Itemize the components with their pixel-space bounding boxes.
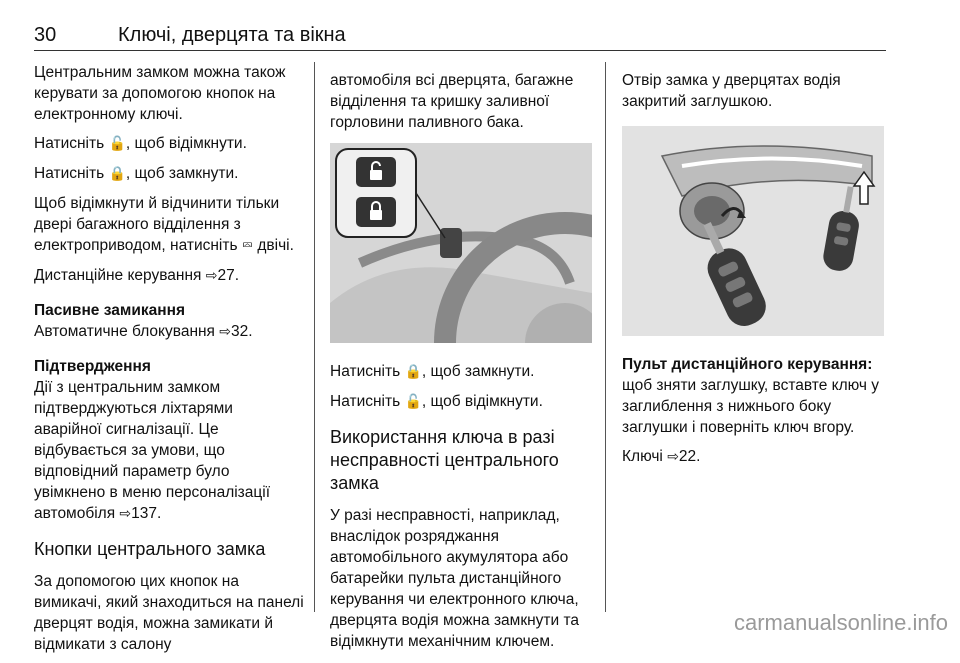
text: .	[157, 505, 162, 522]
door-lock-buttons-figure	[330, 143, 592, 343]
bold-label: Пульт дистанційного керування:	[622, 356, 873, 373]
text: Дії з центральним замком підтверджуються ліхтарями аварійної сигналізації. Це відбувається за умови, що відповідний параметр було увімкнено в меню персоналізації автомобіля	[34, 379, 271, 522]
tailgate-icon: ⮹	[241, 238, 254, 254]
text: , щоб замкнути.	[125, 165, 239, 182]
text: .	[696, 448, 701, 465]
page-reference[interactable]: 32	[231, 323, 249, 340]
subheading: Підтвердження	[34, 358, 151, 375]
text: Дистанційне керування	[34, 267, 206, 284]
page-number: 30	[34, 24, 57, 46]
text: щоб зняти заглушку, вставте ключ у заглиблення з нижнього боку заглушки і поверніть ключ вгору.	[622, 377, 880, 436]
text: , щоб відімкнути.	[421, 393, 543, 410]
paragraph	[34, 377, 304, 525]
lock-icon: 🔒	[108, 166, 126, 182]
paragraph	[330, 391, 595, 413]
column-left	[34, 62, 304, 663]
paragraph	[622, 446, 887, 468]
door-handle-key-illustration	[622, 126, 884, 336]
paragraph	[34, 133, 304, 155]
reference-arrow-icon: ⇨	[119, 506, 132, 522]
text: Натисніть	[330, 363, 405, 380]
text: Натисніть	[34, 165, 109, 182]
paragraph: автомобіля всі дверцята, багажне відділення та кришку заливної горловини паливного бака.	[330, 72, 574, 131]
page-reference[interactable]: 22	[678, 448, 697, 465]
paragraph	[622, 354, 887, 438]
text: Автоматичне блокування	[34, 323, 220, 340]
page-title: Ключі, дверцята та вікна	[118, 24, 346, 46]
text: Ключі	[622, 448, 668, 465]
paragraph	[34, 265, 304, 287]
paragraph: Отвір замка у дверцятах водія закритий заглушкою.	[622, 72, 841, 110]
text: .	[248, 323, 253, 340]
paragraph: За допомогою цих кнопок на вимикачі, який знаходиться на панелі дверцят водія, можна замикати й відмикати з салону	[34, 573, 304, 653]
paragraph: Центральним замком можна також керувати за допомогою кнопок на електронному ключі.	[34, 64, 286, 123]
paragraph: У разі несправності, наприклад, внаслідок розряджання автомобільного акумулятора або батарейки пульта дистанційного керування чи електронного ключа, дверцята водія можна замкнути та відімкнути механічним ключем.	[330, 507, 580, 650]
text: , щоб відімкнути.	[125, 135, 247, 152]
reference-arrow-icon: ⇨	[219, 324, 231, 340]
text: Натисніть	[330, 393, 405, 410]
door-panel-illustration	[330, 143, 592, 343]
lock-icon: 🔒	[404, 364, 422, 380]
page-header	[34, 10, 886, 51]
watermark: carmanualsonline.info	[733, 610, 948, 635]
door-key-figure	[622, 126, 884, 336]
text: двічі.	[253, 237, 294, 254]
page-reference[interactable]: 137	[131, 505, 158, 522]
paragraph	[330, 361, 595, 383]
paragraph	[34, 193, 304, 257]
column-right	[622, 70, 887, 476]
text: Натисніть	[34, 135, 109, 152]
section-heading: Кнопки центрального замка	[34, 539, 266, 559]
page-reference[interactable]: 27	[217, 267, 235, 284]
column-divider	[314, 62, 315, 612]
text: , щоб замкнути.	[421, 363, 535, 380]
column-divider	[605, 62, 606, 612]
paragraph	[34, 321, 304, 343]
unlock-icon: 🔓	[404, 394, 422, 410]
reference-arrow-icon: ⇨	[667, 449, 679, 465]
column-middle	[330, 70, 595, 660]
subheading: Пасивне замикання	[34, 302, 185, 319]
text: .	[234, 267, 240, 284]
section-heading: Використання ключа в разі несправності центрального замка	[330, 427, 559, 493]
text: Щоб відімкнути й відчинити тільки двері багажного відділення з електроприводом, натисніть	[34, 195, 280, 254]
reference-arrow-icon: ⇨	[205, 268, 218, 284]
paragraph	[34, 163, 304, 185]
unlock-icon: 🔓	[108, 136, 126, 152]
